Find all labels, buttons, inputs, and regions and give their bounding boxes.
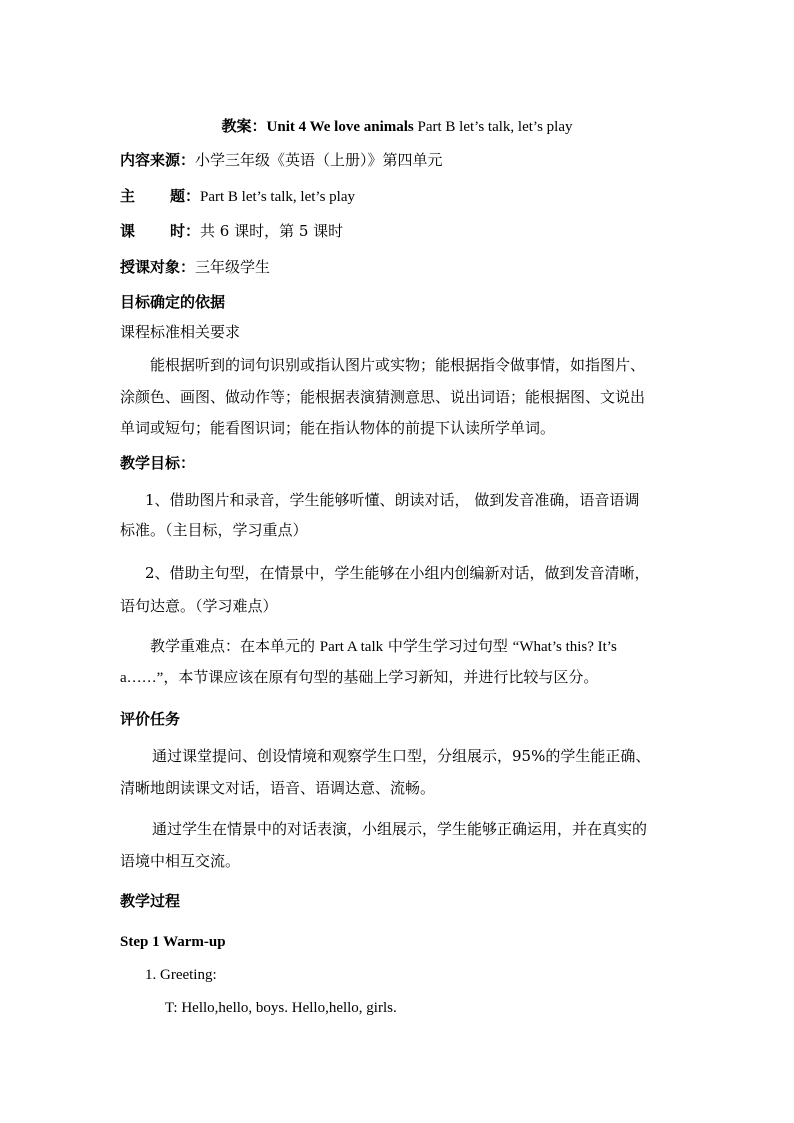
period-row bbox=[120, 221, 343, 241]
period-value: 共 6 课时，第 5 课时 bbox=[200, 222, 344, 240]
standard-para-line-1: 能根据听到的词句识别或指认图片或实物；能根据指令做事情，如指图片、 bbox=[150, 356, 646, 374]
document-title bbox=[0, 116, 794, 137]
topic-value: Part B let’s talk, let’s play bbox=[200, 189, 355, 205]
title-prefix: 教案： bbox=[221, 117, 267, 135]
topic-label-first: 主 bbox=[120, 187, 136, 205]
eval-para-1-line-1: 通过课堂提问、创设情境和观察学生口型，分组展示，95%的学生能正确、 bbox=[152, 747, 651, 765]
standard-para-line-2: 涂颜色、画图、做动作等；能根据表演猜测意思、说出词语；能根据图、文说出 bbox=[120, 388, 646, 406]
goal-2-line-1: 2、借助主句型，在情景中，学生能够在小组内创编新对话，做到发音清晰， bbox=[145, 564, 650, 582]
source-label: 内容来源： bbox=[120, 151, 196, 169]
step-1-heading: Step 1 Warm-up bbox=[120, 934, 226, 950]
target-label: 授课对象： bbox=[120, 258, 196, 276]
topic-label-second: 题： bbox=[170, 187, 201, 205]
source-value: 小学三年级《英语（上册）》第四单元 bbox=[195, 151, 443, 169]
key-points-text-a: 教学重难点：在本单元的 bbox=[150, 637, 320, 655]
target-value: 三年级学生 bbox=[195, 258, 271, 276]
step-1-item-1: 1. Greeting: bbox=[145, 967, 217, 983]
key-points-text-e: a……” bbox=[120, 670, 164, 686]
key-points-text-b: Part A talk bbox=[319, 639, 384, 655]
key-points-text-f: ，本节课应该在原有句型的基础上学习新知，并进行比较与区分。 bbox=[163, 668, 599, 686]
process-heading: 教学过程 bbox=[120, 892, 181, 910]
standard-para-line-3: 单词或短句；能看图识词；能在指认物体的前提下认读所学单词。 bbox=[120, 419, 556, 437]
step-1-dialog: T: Hello,hello, boys. Hello,hello, girls. bbox=[165, 1000, 397, 1016]
period-label-first: 课 bbox=[120, 222, 136, 240]
goals-heading: 教学目标： bbox=[120, 454, 196, 472]
eval-heading: 评价任务 bbox=[120, 710, 181, 728]
key-points-text-c: 中学生学习过句型 bbox=[383, 637, 513, 655]
source-row bbox=[120, 150, 443, 170]
basis-heading: 目标确定的依据 bbox=[120, 293, 226, 311]
eval-para-1-line-2: 清晰地朗读课文对话，语音、语调达意、流畅。 bbox=[120, 779, 436, 797]
standard-heading: 课程标准相关要求 bbox=[120, 323, 241, 341]
eval-para-2-line-1: 通过学生在情景中的对话表演，小组展示，学生能够正确运用，并在真实的 bbox=[152, 820, 648, 838]
eval-para-2-line-2: 语境中相互交流。 bbox=[120, 852, 241, 870]
title-unit: Unit 4 We love animals bbox=[266, 119, 414, 135]
topic-row bbox=[120, 186, 355, 207]
goal-1-line-2: 标准。（主目标，学习重点） bbox=[120, 521, 308, 539]
key-points-text-d: “What’s this? It’s bbox=[512, 639, 617, 655]
key-points-line-1 bbox=[150, 636, 617, 657]
target-row bbox=[120, 257, 270, 277]
goal-1-line-1: 1、借助图片和录音，学生能够听懂、朗读对话， 做到发音准确，语音语调 bbox=[145, 491, 640, 509]
key-points-line-2 bbox=[120, 667, 598, 688]
period-label-second: 时： bbox=[170, 222, 201, 240]
goal-2-line-2: 语句达意。（学习难点） bbox=[120, 597, 278, 615]
title-part: Part B let’s talk, let’s play bbox=[413, 119, 573, 135]
